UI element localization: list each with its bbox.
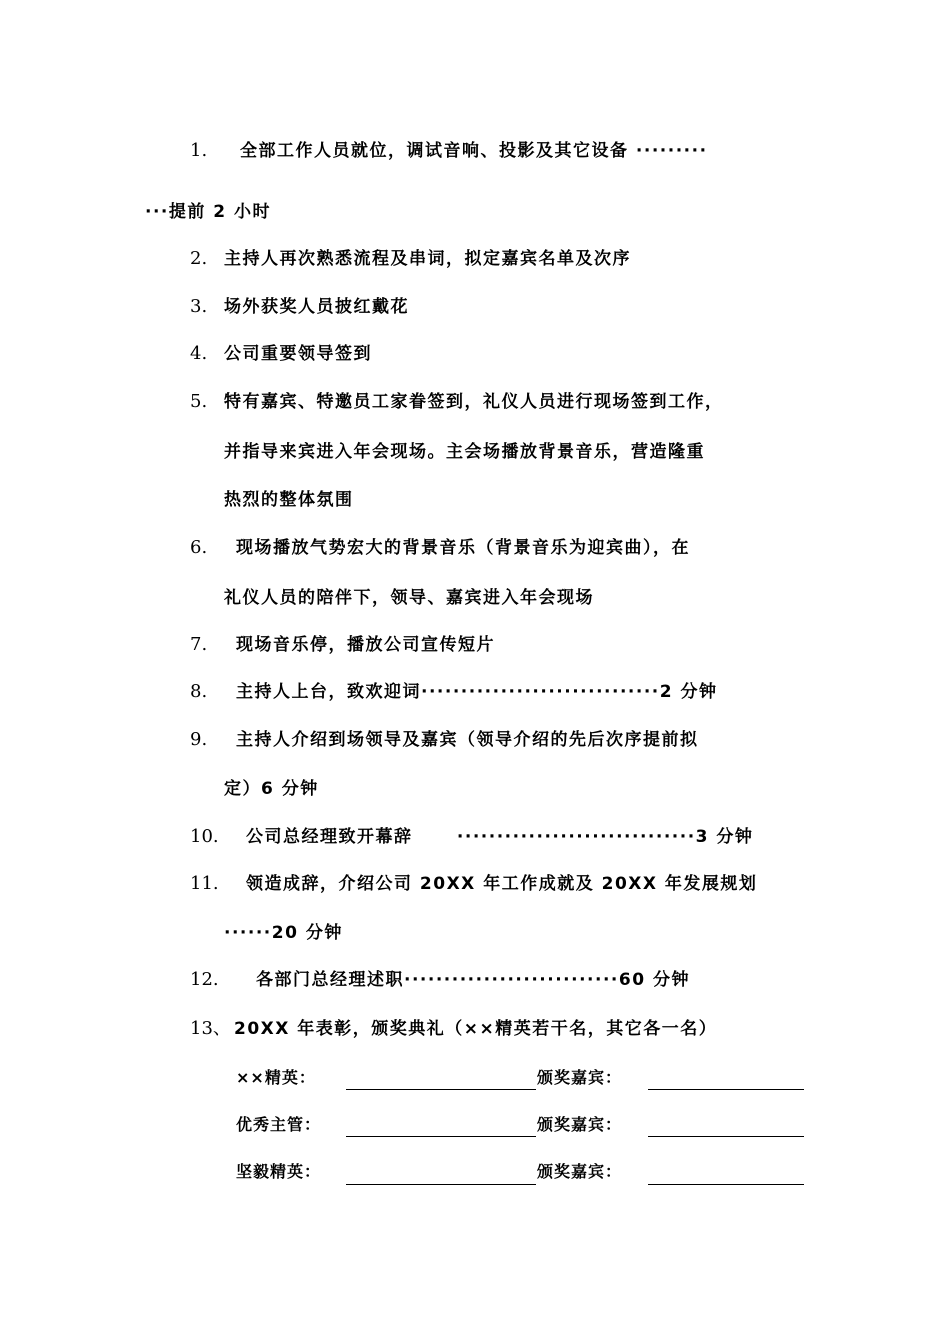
award-name-blank[interactable]: [346, 1184, 536, 1185]
item-text: 特有嘉宾、特邀员工家眷签到，礼仪人员进行现场签到工作，: [224, 392, 724, 412]
award-category-label: ××精英：: [236, 1068, 316, 1087]
item-text: 现场播放气势宏大的背景音乐（背景音乐为迎宾曲），在: [236, 538, 690, 558]
award-presenter-blank[interactable]: [648, 1089, 804, 1090]
item-number: 9.: [190, 729, 208, 750]
award-presenter-blank[interactable]: [648, 1136, 804, 1137]
award-presenter-blank[interactable]: [648, 1184, 804, 1185]
award-name-blank[interactable]: [346, 1089, 536, 1090]
item-number: 3.: [190, 296, 208, 317]
award-presenter-label: 颁奖嘉宾：: [537, 1162, 623, 1181]
item-text: 场外获奖人员披红戴花: [224, 297, 409, 317]
award-category-label: 坚毅精英：: [236, 1162, 322, 1181]
award-category-label: 优秀主管：: [236, 1115, 322, 1134]
item-number: 5.: [190, 391, 208, 412]
item-text-continued: 礼仪人员的陪伴下，领导、嘉宾进入年会现场: [224, 588, 594, 608]
item-text-continued: 热烈的整体氛围: [224, 490, 354, 510]
item-number: 1.: [190, 140, 208, 161]
item-number: 7.: [190, 634, 208, 655]
item-text: 各部门总经理述职···························60 分钟: [256, 970, 690, 990]
item-text-continued: 并指导来宾进入年会现场。主会场播放背景音乐，营造隆重: [224, 442, 705, 462]
item-text: 主持人再次熟悉流程及串词，拟定嘉宾名单及次序: [224, 249, 631, 269]
item-number: 13、: [190, 1018, 231, 1039]
item-number: 10.: [190, 826, 219, 847]
item-number: 8.: [190, 681, 208, 702]
item-number: 11.: [190, 873, 219, 894]
item-text: 全部工作人员就位，调试音响、投影及其它设备 ·········: [240, 141, 708, 161]
award-presenter-label: 颁奖嘉宾：: [537, 1068, 623, 1087]
item-text: 主持人上台，致欢迎词······························2 分钟: [236, 682, 718, 702]
item-text: 领造成辞，介绍公司 20XX 年工作成就及 20XX 年发展规划: [246, 874, 758, 894]
item-number: 12.: [190, 969, 219, 990]
item-text-continued: 定）6 分钟: [224, 779, 319, 799]
item-number: 6.: [190, 537, 208, 558]
award-name-blank[interactable]: [346, 1136, 536, 1137]
item-text: 公司总经理致开幕辞 ······························3 分钟: [246, 827, 754, 847]
item-text: 公司重要领导签到: [224, 344, 372, 364]
item-text: 现场音乐停，播放公司宣传短片: [236, 635, 495, 655]
item-text-continued: ···提前 2 小时: [145, 202, 272, 222]
item-number: 4.: [190, 343, 208, 364]
item-number: 2.: [190, 248, 208, 269]
item-text: 20XX 年表彰，颁奖典礼（××精英若干名，其它各一名）: [234, 1019, 718, 1039]
item-text-continued: ······20 分钟: [224, 923, 343, 943]
award-presenter-label: 颁奖嘉宾：: [537, 1115, 623, 1134]
item-text: 主持人介绍到场领导及嘉宾（领导介绍的先后次序提前拟: [236, 730, 699, 750]
